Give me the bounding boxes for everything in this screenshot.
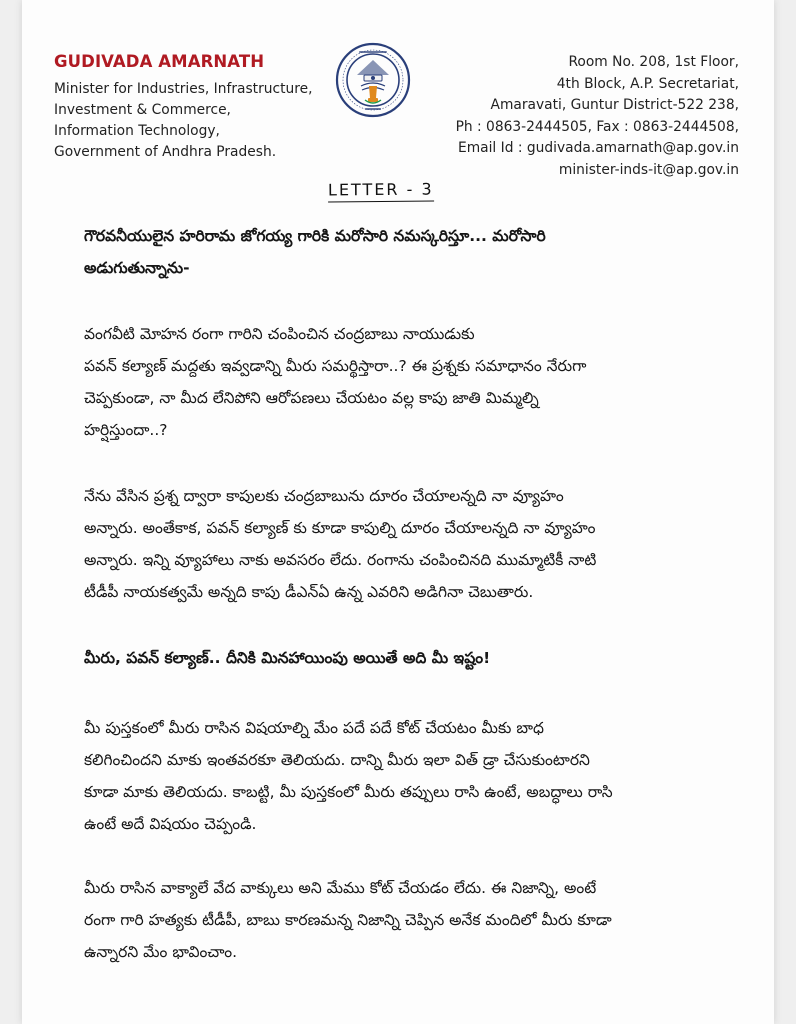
body-paragraph	[84, 318, 586, 446]
address-line: 4th Block, A.P. Secretariat,	[556, 75, 739, 92]
office-address-block	[419, 52, 739, 181]
text-line: అన్నారు. ఇన్ని వ్యూహాలు నాకు అవసరం లేదు. రంగాను చంపించినది ముమ్మాటికీ నాటి	[84, 551, 597, 569]
phone-fax-line: Ph : 0863-2444505, Fax : 0863-2444508,	[455, 118, 739, 135]
letter-number-heading: LETTER - 3	[328, 180, 434, 203]
text-line: గౌరవనీయులైన హరిరామ జోగయ్య గారికి మరోసారి నమస్కరిస్తూ... మరోసారి	[84, 227, 546, 245]
body-paragraph	[84, 480, 596, 608]
text-line: కలిగించిందని మాకు ఇంతవరకూ తెలియదు. దాన్ని మీరు ఇలా విత్ డ్రా చేసుకుంటారని	[84, 751, 590, 769]
text-line: పవన్ కల్యాణ్ మద్దతు ఇవ్వడాన్ని మీరు సమర్థిస్తారా..? ఈ ప్రశ్నకు సమాధానం నేరుగా	[84, 357, 587, 375]
highlight-paragraph	[84, 642, 490, 674]
text-line: కూడా మాకు తెలియదు. కాబట్టి, మీ పుస్తకంలో మీరు తప్పులు రాసి ఉంటే, అబద్ధాలు రాసి	[84, 783, 613, 801]
text-line: రంగా గారి హత్యకు టీడీపీ, బాబు కారణమన్న నిజాన్ని చెప్పిన అనేక మందిలో మీరు కూడా	[84, 911, 612, 929]
text-line: ఉన్నారని మేం భావించాం.	[84, 943, 238, 961]
email-line: Email Id : gudivada.amarnath@ap.gov.in	[457, 140, 739, 156]
text-line: వంగవీటి మోహన రంగా గారిని చంపించిన చంద్రబాబు నాయుడుకు	[84, 325, 475, 343]
text-line: నేను వేసిన ప్రశ్న ద్వారా కాపులకు చంద్రబాబును దూరం చేయాలన్నది నా వ్యూహం	[84, 487, 564, 505]
sender-block	[54, 52, 314, 163]
text-line: అడుగుతున్నాను-	[84, 259, 190, 277]
text-line: మీరు రాసిన వాక్యాలే వేద వాక్కులు అని మేము కోట్ చేయడం లేదు. ఈ నిజాన్ని, అంటే	[84, 879, 597, 897]
andhra-pradesh-state-emblem-icon	[335, 42, 411, 118]
sender-title-line: Minister for Industries, Infrastructure,	[54, 81, 313, 97]
text-line: హర్షిస్తుందా..?	[84, 421, 168, 439]
text-line: మీ పుస్తకంలో మీరు రాసిన విషయాల్ని మేం పదే పదే కోట్ చేయటం మీకు బాధ	[84, 719, 544, 737]
sender-title-line: Information Technology,	[54, 123, 220, 139]
text-line: చెప్పకుండా, నా మీద లేనిపోని ఆరోపణలు చేయటం వల్ల కాపు జాతి మిమ్మల్ని	[84, 389, 539, 407]
salutation-paragraph	[84, 220, 546, 284]
address-line: Room No. 208, 1st Floor,	[568, 54, 739, 70]
sender-title-line: Investment & Commerce,	[54, 102, 231, 118]
email-line: minister-inds-it@ap.gov.in	[558, 161, 739, 178]
text-line: అన్నారు. అంతేకాక, పవన్ కల్యాణ్ కు కూడా కాపుల్ని దూరం చేయాలన్నది నా వ్యూహం	[84, 519, 596, 537]
body-paragraph	[84, 872, 612, 968]
text-line: మీరు, పవన్ కల్యాణ్.. దీనికి మినహాయింపు అయితే అది మీ ఇష్టం!	[84, 649, 491, 667]
sender-name: GUDIVADA AMARNATH	[54, 52, 265, 71]
body-paragraph	[84, 712, 613, 840]
sender-title-line: Government of Andhra Pradesh.	[54, 144, 277, 160]
letter-page	[22, 0, 774, 1024]
text-line: టీడీపీ నాయకత్వమే అన్నది కాపు డీఎన్ఏ ఉన్న ఎవరిని అడిగినా చెబుతారు.	[84, 583, 534, 601]
address-line: Amaravati, Guntur District-522 238,	[490, 97, 739, 113]
text-line: ఉంటే అదే విషయం చెప్పండి.	[84, 815, 257, 833]
